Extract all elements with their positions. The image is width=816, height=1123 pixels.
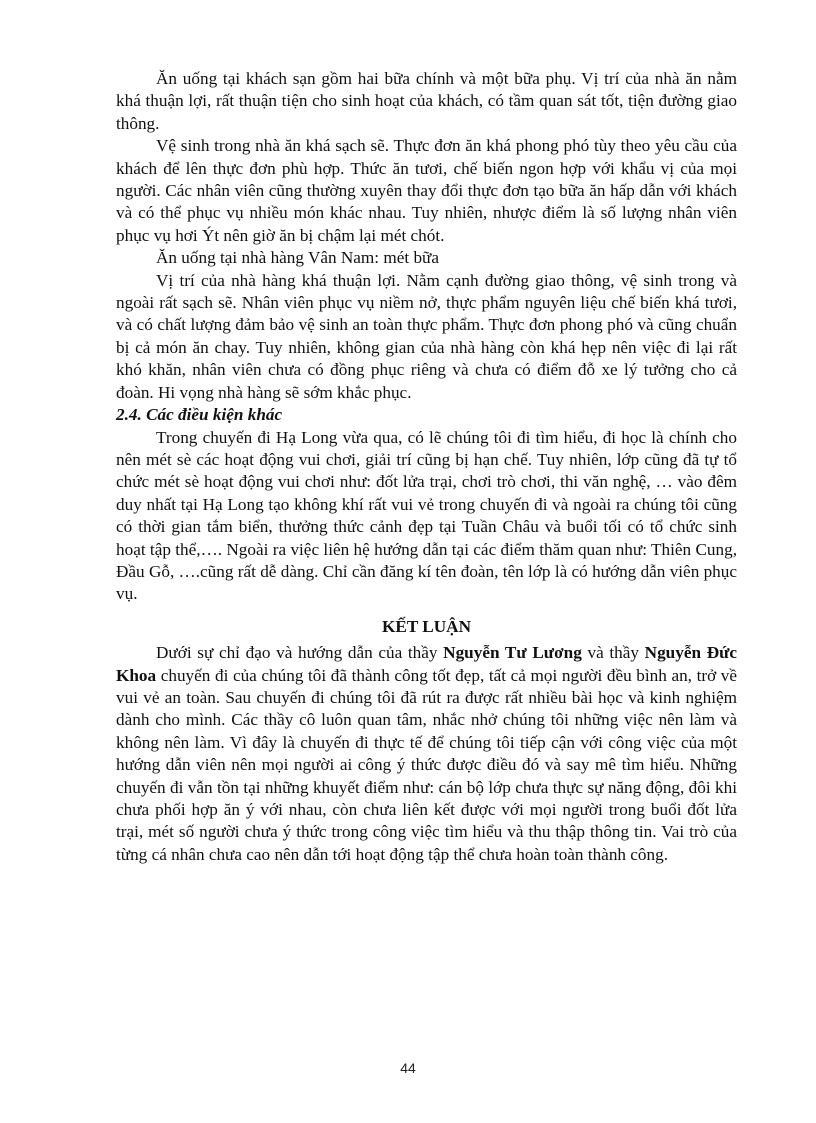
paragraph-hotel-meals: Ăn uống tại khách sạn gồm hai bữa chính và một bữa phụ. Vị trí của nhà ăn nằm khá thuận lợi, rất thuận tiện cho sinh hoạt của khách, có tầm quan sát tốt, tiện đường giao thông. — [116, 69, 737, 133]
paragraph-van-nam-restaurant: Ăn uống tại nhà hàng Vân Nam: mét bữa — [156, 248, 439, 268]
document-body — [116, 68, 737, 866]
paragraph-restaurant-location: Vị trí của nhà hàng khá thuận lợi. Nằm cạnh đường giao thông, vệ sinh trong và ngoài rất sạch sẽ. Nhân viên phục vụ niềm nở, thực phẩm nguyên liệu chế biến khá tươi, và có chất lượng đảm bảo vệ sinh an toàn thực phẩm. Thực đơn phong phó và cũng chuẩn bị cả món ăn chay. Tuy nhiên, không gian của nhà hàng còn khá hẹp nên việc đi lại rất khó khăn, nhân viên chưa có đồng phục riêng và chưa có điểm đỗ xe lý tưởng cho cả đoàn. Hi vọng nhà hàng sẽ sớm khắc phục. — [116, 270, 737, 402]
section-heading-other-conditions: 2.4. Các điều kiện khác — [116, 405, 283, 425]
conclusion-heading: KẾT LUẬN — [382, 616, 471, 636]
paragraph-dining-hygiene: Vệ sinh trong nhà ăn khá sạch sẽ. Thực đơn ăn khá phong phó tùy theo yêu cầu của khách để lên thực đơn phù hợp. Thức ăn tươi, chế biến ngon hợp với khẩu vị của mọi người. Các nhân viên cũng thường xuyên thay đổi thực đơn tạo bữa ăn hấp dẫn với khách và có thể phục vụ nhiều món khác nhau. Tuy nhiên, nhược điểm là số lượng nhân viên phục vụ hơi Ýt nên giờ ăn bị chậm lại mét chót. — [116, 136, 737, 245]
teacher-name-1: Nguyễn Tư Lương — [443, 643, 582, 663]
conclusion-intro: Dưới sự chỉ đạo và hướng dẫn của thầy — [156, 643, 438, 663]
conclusion-and: và thầy — [587, 643, 639, 663]
paragraph-activities: Trong chuyến đi Hạ Long vừa qua, có lẽ chúng tôi đi tìm hiểu, đi học là chính cho nên mét sè các hoạt động vui chơi, giải trí cũng bị hạn chế. Tuy nhiên, lớp cũng đã tự tổ chức mét sè hoạt động vui chơi như: đốt lửa trại, chơi trò chơi, thi văn nghệ, … vào đêm duy nhất tại Hạ Long tạo không khí rất vui vẻ trong chuyến đi và ngoài ra chúng tôi cũng có thời gian tắm biển, thưởng thức cảnh đẹp tại Tuần Châu và buổi tối có tổ chức sinh hoạt tập thể,…. Ngoài ra việc liên hệ hướng dẫn tại các điểm thăm quan như: Thiên Cung, Đầu Gỗ, ….cũng rất dễ dàng. Chỉ cần đăng kí tên đoàn, tên lớp là có hướng dẫn viên phục vụ. — [116, 427, 737, 604]
paragraph-conclusion — [116, 642, 737, 866]
conclusion-body: chuyến đi của chúng tôi đã thành công tốt đẹp, tất cả mọi người đều bình an, trở về vui vẻ an toàn. Sau chuyến đi chúng tôi đã rút ra được rất nhiều bài học và kinh nghiệm dành cho mình. Các thầy cô luôn quan tâm, nhắc nhở chúng tôi những việc nên làm và không nên làm. Vì đây là chuyến đi thực tế để chúng tôi tiếp cận với công việc của một hướng dẫn viên nên mọi người ai công ý thức được điều đó và say mê tìm hiểu. Những chuyến đi vẫn tồn tại những khuyết điểm như: cán bộ lớp chưa thực sự năng động, đôi khi chưa phối hợp ăn ý với nhau, còn chưa liên kết được với mọi người trong buổi đốt lửa trại, mét số người chưa ý thức trong công việc tìm hiểu và thu thập thông tin. Vai trò của từng cá nhân chưa cao nên dẫn tới hoạt động tập thể chưa hoàn toàn thành công. — [116, 665, 737, 864]
teacher-name-2: Nguyễn Đức Khoa — [116, 643, 738, 685]
page-number: 44 — [400, 1060, 416, 1076]
